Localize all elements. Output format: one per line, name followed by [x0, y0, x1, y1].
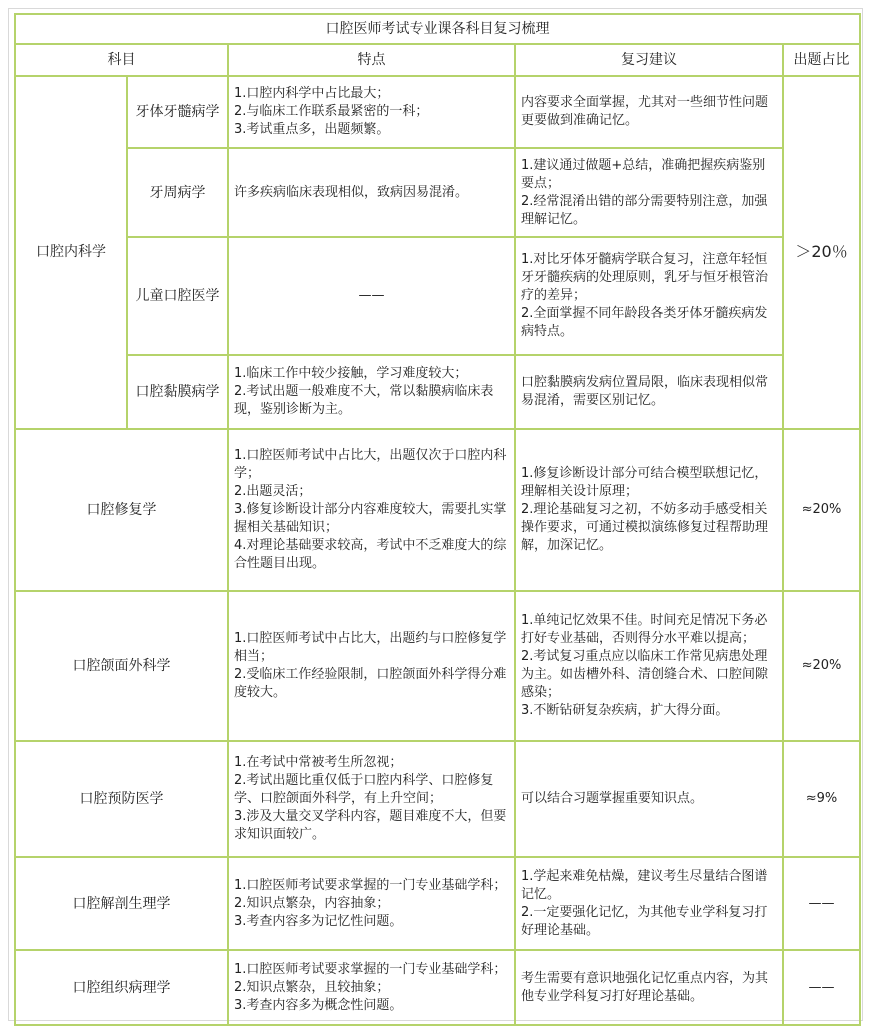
features-cell: 1.临床工作中较少接触，学习难度较大； 2.考试出题一般难度不大，常以黏膜病临床表现，鉴别诊断为主。	[228, 355, 515, 429]
advice-cell: 1.建议通过做题+总结，准确把握疾病鉴别要点； 2.经常混淆出错的部分需要特别注意，加强理解记忆。	[515, 148, 783, 237]
subject-name: 口腔内科学	[15, 76, 127, 429]
subject-name: 口腔组织病理学	[15, 950, 228, 1025]
table-row	[15, 950, 860, 1025]
advice-cell: 可以结合习题掌握重要知识点。	[515, 741, 783, 857]
review-table	[14, 13, 861, 1026]
table-row	[15, 148, 860, 237]
features-cell: 1.在考试中常被考生所忽视； 2.考试出题比重仅低于口腔内科学、口腔修复学、口腔颌面外科学，有上升空间； 3.涉及大量交叉学科内容，题目难度不大，但要求知识面较广。	[228, 741, 515, 857]
features-cell: 许多疾病临床表现相似，致病因易混淆。	[228, 148, 515, 237]
table-row	[15, 429, 860, 591]
advice-cell: 考生需要有意识地强化记忆重点内容，为其他专业学科复习打好理论基础。	[515, 950, 783, 1025]
features-cell: ——	[228, 237, 515, 355]
advice-cell: 1.对比牙体牙髓病学联合复习，注意年轻恒牙牙髓疾病的处理原则，乳牙与恒牙根管治疗的差异； 2.全面掌握不同年龄段各类牙体牙髓疾病发病特点。	[515, 237, 783, 355]
subject-name: 口腔预防医学	[15, 741, 228, 857]
sub-subject-name: 口腔黏膜病学	[127, 355, 228, 429]
advice-cell: 口腔黏膜病发病位置局限，临床表现相似常易混淆，需要区别记忆。	[515, 355, 783, 429]
features-cell: 1.口腔医师考试要求掌握的一门专业基础学科； 2.知识点繁杂，且较抽象； 3.考查内容多为概念性问题。	[228, 950, 515, 1025]
features-cell: 1.口腔医师考试要求掌握的一门专业基础学科； 2.知识点繁杂，内容抽象； 3.考查内容多为记忆性问题。	[228, 857, 515, 950]
table-row	[15, 857, 860, 950]
sub-subject-name: 儿童口腔医学	[127, 237, 228, 355]
table-row	[15, 237, 860, 355]
advice-cell: 1.学起来难免枯燥，建议考生尽量结合图谱记忆。 2.一定要强化记忆，为其他专业学科复习打好理论基础。	[515, 857, 783, 950]
subject-name: 口腔解剖生理学	[15, 857, 228, 950]
ratio-cell: ＞20％	[783, 76, 860, 429]
features-cell: 1.口腔医师考试中占比大，出题约与口腔修复学相当； 2.受临床工作经验限制，口腔颌面外科学得分难度较大。	[228, 591, 515, 741]
ratio-cell: ≈20%	[783, 429, 860, 591]
subject-name: 口腔颌面外科学	[15, 591, 228, 741]
table-row	[15, 591, 860, 741]
ratio-cell: ——	[783, 857, 860, 950]
table-row	[15, 76, 860, 149]
ratio-cell: ≈20%	[783, 591, 860, 741]
features-cell: 1.口腔医师考试中占比大，出题仅次于口腔内科学； 2.出题灵活； 3.修复诊断设计部分内容难度较大，需要扎实掌握相关基础知识； 4.对理论基础要求较高，考试中不乏难度大的综合性题目出现。	[228, 429, 515, 591]
advice-cell: 1.修复诊断设计部分可结合模型联想记忆，理解相关设计原理； 2.理论基础复习之初，不妨多动手感受相关操作要求，可通过模拟演练修复过程帮助理解，加深记忆。	[515, 429, 783, 591]
header-subject: 科目	[15, 44, 228, 75]
table-row	[15, 355, 860, 429]
sub-subject-name: 牙体牙髓病学	[127, 76, 228, 149]
table-row	[15, 741, 860, 857]
table-title: 口腔医师考试专业课各科目复习梳理	[15, 14, 860, 44]
advice-cell: 内容要求全面掌握，尤其对一些细节性问题更要做到准确记忆。	[515, 76, 783, 149]
advice-cell: 1.单纯记忆效果不佳。时间充足情况下务必打好专业基础，否则得分水平难以提高； 2.考试复习重点应以临床工作常见病患处理为主。如齿槽外科、清创缝合术、口腔间隙感染； 3.不断钻研复杂疾病，扩大得分面。	[515, 591, 783, 741]
ratio-cell: ——	[783, 950, 860, 1025]
sub-subject-name: 牙周病学	[127, 148, 228, 237]
features-cell: 1.口腔内科学中占比最大； 2.与临床工作联系最紧密的一科； 3.考试重点多，出题频繁。	[228, 76, 515, 149]
ratio-cell: ≈9%	[783, 741, 860, 857]
header-ratio: 出题占比	[783, 44, 860, 75]
subject-name: 口腔修复学	[15, 429, 228, 591]
header-advice: 复习建议	[515, 44, 783, 75]
header-features: 特点	[228, 44, 515, 75]
